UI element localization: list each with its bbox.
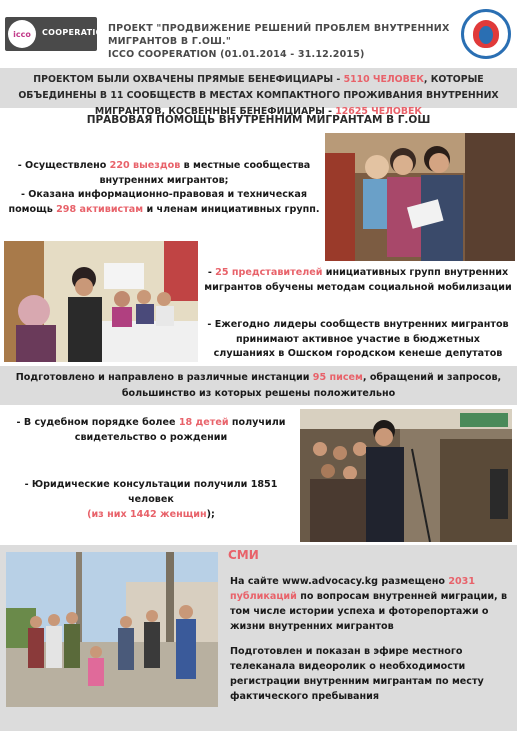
activists-item: - Оказана информационно-правовая и техническая помощь 298 активистам и членам инициативных групп. (8, 189, 320, 215)
summary-band (0, 68, 517, 117)
letters-band: Подготовлено и направлено в различные инстанции 95 писем, обращений и запросов, большинство из которых решены положительно (0, 366, 517, 405)
media-video-item: Подготовлен и показан в эфире местного телеканала видеоролик о необходимости регистрации внутренним мигрантам по месту фактического пребывания (230, 646, 484, 702)
drop-icon (479, 26, 493, 44)
icco-logo-text: COOPERATION (42, 28, 110, 37)
summary-text-2: , КОТОРЫЕ ОБЪЕДИНЕНЫ В 11 СООБЩЕСТВ В МЕСТАХ КОМПАКТНОГО ПРОЖИВАНИЯ ВНУТРЕННИХ МИГРАНТОВ, КОСВЕННЫЕ БЕНЕФИЦИАРЫ - (18, 74, 499, 117)
summary-indirect-beneficiaries: 12625 ЧЕЛОВЕК (335, 106, 423, 117)
section-title: ПРАВОВАЯ ПОМОЩЬ ВНУТРЕННИМ МИГРАНТАМ В Г.ОШ (86, 114, 431, 126)
summary-text-1: ПРОЕКТОМ БЫЛИ ОХВАЧЕНЫ ПРЯМЫЕ БЕНЕФИЦИАРЫ - (33, 74, 344, 85)
trips-item: - Осуществлено 220 выездов в местные сообщества внутренних мигрантов; (17, 160, 311, 186)
budget-hearings-item: - Ежегодно лидеры сообществ внутренних мигрантов принимают активное участие в бюджетных слушаниях в Ошском городском кенеше депутатов (207, 319, 509, 359)
title-line-1: ПРОЕКТ "ПРОДВИЖЕНИЕ РЕШЕНИЙ ПРОБЛЕМ ВНУТРЕННИХ МИГРАНТОВ В Г.ОШ." (108, 23, 450, 47)
representatives-item: - 25 представителей инициативных групп внутренних мигрантов обучены методам социальной мобилизации (204, 267, 512, 293)
photo-women-with-child (325, 133, 515, 261)
icco-logo (5, 17, 110, 51)
title-line-2: ICCO COOPERATION (01.01.2014 - 31.12.2015) (108, 49, 365, 60)
media-publications-item: На сайте www.advocacy.kg размещено 2031 публикаций по вопросам внутренней миграции, в том числе истории успеха и фоторепортажи о жизни внутренних мигрантов (230, 576, 508, 632)
photo-meeting-table (4, 241, 198, 362)
partner-logo-icon (461, 9, 511, 59)
birth-certificates-item: - В судебном порядке более 18 детей получили свидетельство о рождении (16, 417, 286, 443)
consultations-item: - Юридические консультации получили 1851 человек (из них 1442 женщин); (24, 479, 278, 520)
photo-outdoor-group (6, 552, 218, 707)
icco-logo-mark: icco (8, 20, 36, 48)
legal-aid-text (8, 159, 320, 217)
media-title: СМИ (228, 548, 259, 562)
summary-direct-beneficiaries: 5110 ЧЕЛОВЕК (343, 74, 424, 85)
page-title (108, 22, 458, 61)
header (0, 0, 517, 64)
photo-hall-speaker (300, 409, 512, 542)
